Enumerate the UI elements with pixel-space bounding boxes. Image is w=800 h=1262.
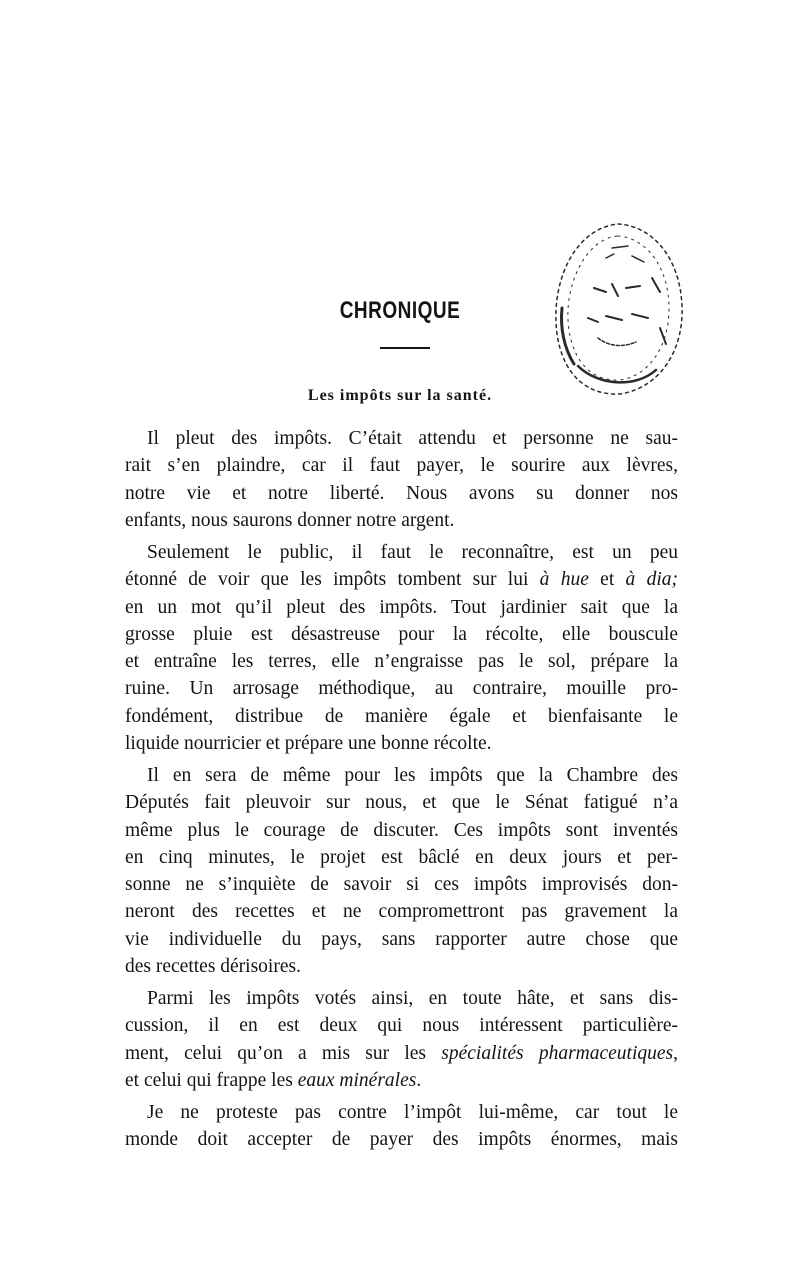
text-line: Il en sera de même pour les impôts que la Chambre des: [147, 765, 678, 786]
text-line: et entraîne les terres, elle n’engraisse pas le sol, prépare la: [125, 651, 678, 672]
paragraph: [125, 1099, 678, 1154]
text-line: Parmi les impôts votés ainsi, en toute hâte, et sans dis-: [147, 988, 678, 1009]
text-line: et celui qui frappe les eaux minérales.: [125, 1069, 422, 1091]
paragraph: [125, 539, 678, 757]
text-line: étonné de voir que les impôts tombent sur lui à hue et à dia;: [125, 569, 679, 591]
text-line: même plus le courage de discuter. Ces impôts sont inventés: [125, 819, 678, 841]
text-line: rait s’en plaindre, car il faut payer, le sourire aux lèvres,: [125, 455, 678, 477]
section-heading: CHRONIQUE: [339, 298, 461, 325]
text-line: ment, celui qu’on a mis sur les spécialités pharmaceutiques,: [125, 1042, 679, 1064]
text-line: Il pleut des impôts. C’était attendu et personne ne sau-: [147, 428, 678, 449]
text-line: en cinq minutes, le projet est bâclé en deux jours et per-: [125, 846, 678, 868]
text-line: vie individuelle du pays, sans rapporter autre chose que: [125, 928, 678, 950]
text-line: fondément, distribue de manière égale et bienfaisante le: [125, 705, 678, 727]
italic-phrase: à hue: [539, 569, 589, 591]
text-line: Députés fait pleuvoir sur nous, et que le Sénat fatigué n’a: [125, 792, 678, 814]
text-line: enfants, nous saurons donner notre argent.: [125, 509, 455, 531]
text-line: cussion, il en est deux qui nous intéressent particulière-: [125, 1015, 678, 1037]
text-line: grosse pluie est désastreuse pour la récolte, elle bouscule: [125, 623, 678, 645]
text-line: liquide nourricier et prépare une bonne récolte.: [125, 732, 492, 754]
heading-divider: [380, 347, 430, 349]
text-line: en un mot qu’il pleut des impôts. Tout jardinier sait que la: [125, 596, 678, 618]
paragraph: [125, 425, 678, 534]
text-line: neront des recettes et ne compromettront pas gravement la: [125, 901, 678, 923]
text-line: notre vie et notre liberté. Nous avons su donner nos: [125, 482, 678, 504]
article-title: Les impôts sur la santé.: [307, 387, 493, 404]
text-line: Je ne proteste pas contre l’impôt lui-même, car tout le: [147, 1102, 678, 1123]
text-line: des recettes dérisoires.: [125, 955, 301, 977]
paragraph: [125, 985, 678, 1094]
italic-phrase: à dia;: [625, 569, 679, 591]
italic-phrase: spécialités pharmaceutiques: [441, 1042, 674, 1064]
article-body: [125, 425, 678, 1159]
text-line: ruine. Un arrosage méthodique, au contraire, mouille pro-: [125, 678, 678, 700]
text-line: Seulement le public, il faut le reconnaître, est un peu: [147, 542, 678, 563]
text-line: monde doit accepter de payer des impôts énormes, mais: [125, 1129, 678, 1151]
italic-phrase: eaux minérales: [297, 1069, 417, 1091]
paragraph: [125, 762, 678, 980]
text-line: sonne ne s’inquiète de savoir si ces impôts improvisés don-: [125, 874, 678, 895]
